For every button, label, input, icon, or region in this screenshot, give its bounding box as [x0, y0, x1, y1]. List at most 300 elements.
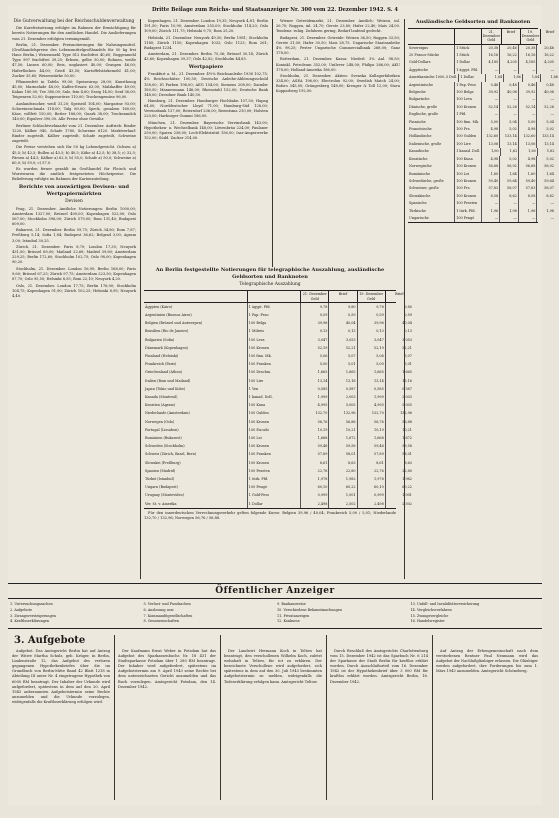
table-cell: 0,13	[358, 327, 386, 335]
table-cell: 57,83	[482, 185, 501, 192]
table-cell: Dänische, große	[408, 104, 455, 111]
table-cell: 5,07	[404, 354, 412, 359]
aufgebot-notice: Der Kaufmann Ernst Weber in Potsdam hat das Aufgebot des Sparkassenbuchs Nr. 18 431 der Stadtsparkasse Potsdam über 1 280 RM beantragt. Der Inhaber wird aufgefordert, spätestens im Aufgebotstermin am 9. April 1943 seine Rechte bei dem unterzeichneten Gericht anzumelden und das Buch vorzulegen. Amtsgericht Potsdam, den 14. Dezember 1942.	[118, 649, 216, 689]
anzeiger-index-item: 12. Konkurse	[277, 619, 300, 624]
table-cell: —	[482, 200, 501, 207]
table-cell: 58,01	[329, 450, 357, 458]
table-cell: —	[500, 67, 519, 74]
table-cell: 100 Kronen	[455, 163, 481, 170]
table-cell: 100 Lei	[455, 171, 481, 178]
col1-paragraph: Pflanzenfett in Tafeln 99,00; Speisesirup 28,00; Kunsthonig 45,00; Marmelade 48,00; Kaffee-Ersatz 63,00; Malzkaffee 49,00; Kakao 180,00; Tee 380,00; Salz, fein 4,60; Essig 14,00; Senf 36,00; Teigwaren 52,00; Suppenwürze 110,00; Trockengemüse 96,00.	[12, 80, 136, 100]
table-cell: 100 finn. Mk.	[455, 119, 481, 126]
table-row	[144, 319, 412, 327]
table-cell: 59,46	[358, 442, 386, 450]
table-cell: 1 Pap.-Peso	[248, 311, 301, 319]
table-cell: 100 Drachm.	[248, 368, 301, 376]
table-header-cell: Brief	[329, 291, 357, 301]
table-cell: 4,205	[500, 59, 519, 66]
table-cell: 16,16	[482, 52, 501, 59]
table-cell: —	[550, 215, 554, 220]
table-cell: 1 Pap.-Peso	[455, 82, 481, 89]
table-cell: 13,16	[329, 377, 357, 385]
table-row	[408, 82, 554, 89]
table-cell: 0,585	[358, 385, 386, 393]
table-cell: Schweiz (Zürich, Basel, Bern)	[144, 450, 248, 458]
table-cell: 16,16	[519, 52, 538, 59]
table-cell: 3,047	[358, 336, 386, 344]
table-row	[408, 171, 554, 178]
table-cell: 10,21	[402, 427, 412, 432]
table-row	[144, 360, 412, 368]
anzeiger-index-item: 15. Zwangsvergleiche	[410, 613, 449, 618]
table-cell: —	[500, 96, 519, 103]
table-row	[144, 491, 412, 499]
col1-paragraph: Auslandszucker, weiß 31,20; Speiseöl 104,00; Margarine 93,00; Schweineschmalz 118,00; Talg 80,00; Speck, gesalzen 160,00; Käse, vollfett 150,00; Butter 186,00; Quark 38,00; Trockenmilch 140,00; Eipulver 390,00. Alle Preise ohne Gewähr.	[12, 101, 136, 122]
table-cell: 1 Dollar	[459, 74, 485, 81]
table-cell: 1,62	[501, 148, 520, 155]
section-title-devisen-berichte: Berichte von auswärtigen Devisen- und Wertpapiermärkten	[18, 183, 130, 197]
anzeiger-index-item: 10. Verschiedene Bekanntmachungen	[277, 607, 342, 612]
table-cell: 3,053	[402, 337, 412, 342]
table-cell: Uruguay (Montevideo)	[144, 491, 248, 499]
table-cell: 56,68	[482, 163, 501, 170]
column-divider	[140, 19, 141, 579]
table-header-cell	[408, 29, 455, 44]
table-cell: —	[550, 201, 554, 206]
table-cell: 9,80	[404, 304, 412, 309]
table-cell: 13,16	[402, 378, 412, 383]
table-cell: 100 Peseten	[455, 200, 481, 207]
table-cell: 100 Franken	[248, 360, 301, 368]
table-cell: 100 Kuna	[248, 401, 301, 409]
table-cell: 132,96	[329, 409, 357, 417]
table-row	[144, 385, 412, 393]
col2-paragraph: Helsinki, 21. Dezember. Neuyork 49,50; Berlin 1981; Stockholm 1180; Zürich 1150; Kopenhagen 1032; Oslo 1123; Rom 261; Budapest 1234.	[144, 35, 268, 50]
anzeiger-index-item: 11. Privatanzeigen	[277, 613, 310, 618]
table-cell: Kroatien (Agram)	[144, 401, 248, 409]
table-cell: Ungarische	[408, 215, 455, 222]
table-row	[144, 344, 412, 352]
table-cell: —	[482, 111, 501, 118]
table-cell: 1,64	[546, 171, 554, 176]
aufgebote-column-4	[330, 649, 428, 799]
table-cell: 8,62	[546, 193, 554, 198]
anzeiger-index-item: 2. Aufgebote	[10, 607, 32, 612]
table-cell: 9,80	[329, 303, 357, 311]
table-cell: 1 ägypt. Pfd.	[455, 67, 481, 74]
table-cell: 39,92	[482, 89, 501, 96]
col2-paragraph: Kopenhagen, 21. Dezember. London 19,35; Neuyork 4,81; Berlin 191,50; Paris 10,90; Amsterdam 255,00; Stockholm 114,20; Oslo 109,00; Zürich 111,75; Helsinki 9,75; Rom 25,20.	[144, 19, 268, 34]
table-cell: 13,14	[301, 377, 329, 385]
table-cell: Finnische	[408, 119, 455, 126]
table-cell: 0,48	[546, 82, 554, 87]
table-cell: 1 Gold-Peso	[248, 491, 301, 499]
table-header-cell: 19. Dezember Geld	[358, 291, 386, 301]
table-cell: —	[519, 96, 538, 103]
table-cell: 5,02	[500, 126, 519, 133]
oeffentlicher-anzeiger-title: Öffentlicher Anzeiger	[8, 583, 542, 599]
table-cell: 60,10	[301, 483, 329, 491]
table-cell: Kanadische	[408, 148, 455, 155]
table-row	[144, 442, 412, 450]
table-cell: 2,498	[301, 500, 329, 508]
table-row	[144, 450, 412, 458]
table-cell: 0,13	[301, 327, 329, 335]
table-cell: 39,92	[519, 89, 538, 96]
table-cell: 20 Francs-Stücke	[408, 52, 455, 59]
table-cell: 10,19	[358, 426, 386, 434]
table-cell: 0,585	[301, 385, 329, 393]
table-cell: Norwegische	[408, 163, 455, 170]
table-cell: 1,98	[500, 208, 519, 215]
table-row	[408, 111, 554, 118]
aufgebot-notice: Der Landwirt Hermann Koch in Teltow hat beantragt, den verschollenen Wilhelm Koch, zuletzt wohnhaft in Teltow, für tot zu erklären. Der bezeichnete Verschollene wird aufgefordert, sich spätestens in dem auf den 30. Juli 1943 bestimmten Aufgebotstermin zu melden, widrigenfalls die Todeserklärung erfolgen kann. Amtsgericht Teltow.	[224, 649, 322, 684]
table-cell: 1,60	[482, 148, 501, 155]
table-cell: 100 Kronen	[455, 104, 481, 111]
table-cell: 20,46	[544, 45, 554, 50]
table-cell: 4,98	[482, 126, 501, 133]
table-cell: 1,672	[329, 434, 357, 442]
table-cell: 100 Franken	[248, 450, 301, 458]
table-cell: 1,001	[329, 491, 357, 499]
table-cell: Spanien (Madrid)	[144, 467, 248, 475]
table-row	[144, 475, 412, 483]
table-cell: 1,86	[550, 75, 558, 80]
table-cell: 1,978	[358, 475, 386, 483]
col2-section-paragraph: Frankfurt a. M., 21. Dezember. 4½% Reichsanleihe 1938 102,75; 4% Reichsschätze 100,50; Deutsche Anleihe-Ablösungsschuld 158,00; IG Farben 196,00; AEG 154,00; Siemens 208,00; Daimler 180,50; Mannesmann 146,00; Rheinstahl 152,00; Deutsche Bank 148,00; Dresdner Bank 140,50.	[144, 72, 268, 97]
table-header-cell: 19. Dezember Geld	[521, 30, 540, 43]
table-cell: Kanada (Montreal)	[144, 393, 248, 401]
table-cell: Belgien (Brüssel und Antwerpen)	[144, 319, 248, 327]
table-row	[144, 418, 412, 426]
col3-paragraph: Rotterdam, 21. Dezember. Kassa: Niederl. 3% Anl. 98,50; Koninkl. Petroleum 352,00; Unilever 248,00; Philips 286,00; AKU 178,00; Holland-Amerika 186,00.	[276, 57, 400, 72]
table-row	[408, 156, 554, 163]
table-cell: 133,14	[542, 134, 554, 139]
col2-section-paragraph: München, 21. Dezember. Bayerische Vereinsbank 143,00; Hypotheken- u. Wechselbank 148,00; Löwenbräu 224,00; Paulaner 250,00; Spaten 238,00; Lech-Elektrizität 156,00; Isar-Amperwerke 152,00; Südd. Zucker 214,00.	[144, 120, 268, 141]
table-cell: 20,46	[500, 45, 519, 52]
column-1	[12, 19, 136, 579]
table-cell: Slowakei (Preßburg)	[144, 459, 248, 467]
table-cell: —	[500, 200, 519, 207]
table-cell: Sovereigns	[408, 45, 455, 52]
table-cell: Japan (Tokio und Kobe)	[144, 385, 248, 393]
table-cell: 100 Gulden	[248, 409, 301, 417]
table-cell: 13,14	[544, 141, 554, 146]
page-header: Dritte Beilage zum Reichs- und Staatsanzeiger Nr. 300 vom 22. Dezember 1942. S. 4	[152, 7, 398, 13]
table-cell: Niederlande (Amsterdam)	[144, 409, 248, 417]
column-divider	[114, 635, 115, 800]
table-cell: 9,78	[358, 303, 386, 311]
table-cell: 4,995	[358, 401, 386, 409]
table-cell: Englische, große	[408, 111, 455, 118]
table-cell: 5,07	[329, 352, 357, 360]
table-cell: 58,07	[544, 186, 554, 191]
table-cell: 5,01	[404, 362, 412, 367]
table-cell: 132,70	[301, 409, 329, 417]
table-header-row	[144, 291, 404, 302]
anzeiger-index-item: 14. Vergleichsverfahren	[410, 607, 452, 612]
table-cell: 57,83	[519, 185, 538, 192]
table-cell: 13,06	[519, 141, 538, 148]
table-cell: 60,10	[358, 483, 386, 491]
table-cell: 56,92	[544, 164, 554, 169]
table-cell: 0,999	[301, 491, 329, 499]
table-cell: 1 Dollar	[248, 500, 301, 508]
table-row	[144, 467, 412, 475]
table-cell: Bulgarische	[408, 96, 455, 103]
col3-paragraph: Stockholm, 21. Dezember. Aktien: Svenska Kullagerfabriken 334,00; ASEA 196,00; Electrolux 92,00; Swedish Match 24,00; Bofors 345,00; Grängesberg 148,00; Kreuger & Toll 12,00; Stora Kopparberg 192,00.	[276, 74, 400, 94]
table-cell: 1 Milreis	[248, 327, 301, 335]
col1-section-paragraph: Oslo, 21. Dezember. London 17,75; Berlin 176,00; Stockholm 104,75; Kopenhagen 91,90; Zürich 102,25; Helsinki 8,95; Neuyork 4,40.	[12, 283, 136, 298]
table-cell: 1 türk. Pfd.	[455, 208, 481, 215]
table-cell: 5,06	[301, 352, 329, 360]
table-cell: 59,40	[482, 178, 501, 185]
table-cell: 8,62	[500, 193, 519, 200]
col2-paragraph: Amsterdam, 21. Dezember. Berlin 75,36; Brüssel 30,14; Zürich 43,60; Kopenhagen 39,37; Oslo 42,82; Stockholm 44,85.	[144, 52, 268, 62]
table-cell: 1,84	[486, 74, 505, 81]
col1-section-paragraph: Zürich, 21. Dezember. Paris 8,70; London 17,35; Neuyork 431,00; Brüssel 69,00; Mailand 22,68; Madrid 39,80; Amsterdam 229,25; Berlin 172,60; Stockholm 102,75; Oslo 98,00; Kopenhagen 90,20.	[12, 245, 136, 265]
table-cell: —	[519, 67, 538, 74]
table-cell: Ägyptische	[408, 67, 455, 74]
table-cell: Portugal (Lissabon)	[144, 426, 248, 434]
table-cell: 0,46	[482, 82, 501, 89]
table-cell: 1,96	[482, 208, 501, 215]
table-cell: 57,89	[358, 450, 386, 458]
table-cell: 59,58	[329, 442, 357, 450]
table-cell: —	[500, 215, 519, 222]
table-cell: 100 Frs.	[455, 185, 481, 192]
table-cell: Norwegen (Oslo)	[144, 418, 248, 426]
table-cell: 1,999	[301, 393, 329, 401]
table-cell: 100 finn. Mk.	[248, 352, 301, 360]
table-cell: 5,00	[301, 360, 329, 368]
anzeiger-index-item: 4. Kraftloserklärungen	[10, 619, 50, 624]
table-row	[144, 327, 412, 335]
col3-paragraph: Budapest, 21. Dezember. Getreide: Weizen 36,50; Roggen 33,50; Gerste 31,00; Hafer 30,50; Mais 28,75. Ungarische Staatsanleihe 4% 98,25; Pester Ungarische Commercialbank 268,00; Ganz 178,00.	[276, 35, 400, 55]
table-cell: 1,982	[402, 477, 412, 482]
table-cell: 59,64	[544, 178, 554, 183]
table-cell: 10,21	[329, 426, 357, 434]
table-cell: 1,64	[500, 171, 519, 178]
table-cell: 1,96	[519, 208, 538, 215]
table-cell: 100 Lei	[248, 434, 301, 442]
table-cell: —	[519, 200, 538, 207]
table-cell: 1,999	[358, 393, 386, 401]
table-cell: 52,26	[544, 104, 554, 109]
table-cell: 100 Peseten	[248, 467, 301, 475]
aufgebote-title: 3. Aufgebote	[14, 635, 86, 646]
table-cell: Rumänien (Bukarest)	[144, 434, 248, 442]
table-header-cell	[248, 291, 301, 301]
table-cell: 8,58	[519, 193, 538, 200]
newspaper-page	[8, 5, 558, 805]
column-divider	[272, 19, 273, 267]
table-cell: Italien (Rom und Mailand)	[144, 377, 248, 385]
table-cell: 4,185	[519, 59, 538, 66]
table-cell: 40,04	[329, 319, 357, 327]
table-cell: 56,92	[500, 163, 519, 170]
column-divider	[220, 635, 221, 800]
table-cell: 5,00	[358, 360, 386, 368]
table-cell: 100 Pengö	[455, 215, 481, 222]
table-cell: 22,76	[358, 467, 386, 475]
auszahlung-table-subtitle: Telegraphische Auszahlung	[239, 282, 301, 288]
table-cell: Frankreich (Paris)	[144, 360, 248, 368]
table-cell: —	[519, 215, 538, 222]
auszahlung-table-block	[144, 267, 412, 567]
col1-paragraph: Es wurden ferner gezahlt im Großhandel für Fleisch und Wurstwaren die amtlich festgesetzten Höchstpreise. Die Belieferung erfolgte im Rahmen der Kartenzuteilung.	[12, 167, 136, 182]
table-row	[408, 141, 554, 148]
col1-paragraph: Berlin, 21. Dezember. Preisnotierungen für Nahrungsmittel. (Großhandelspreise des Lebensmittelgroßhandels für 50 kg frei Haus Berlin.) Weizenmehl Type 812 frachtfrei 40,60; Roggenmehl Type 997 frachtfrei 39,25; Erbsen, gelbe 50,00; Bohnen, weiße 47,50; Linsen 60,00; Reis, unglasiert 40,00; Graupen 46,00; Haferflocken 44,00; Grieß 43,50; Kartoffelstärkemehl 41,00; Zucker 35,60; Weizenstärke 50,00.	[12, 43, 136, 78]
table-cell: Bulgarien (Sofia)	[144, 336, 248, 344]
table-cell: 1,60	[519, 148, 538, 155]
col2-section-paragraph: Hamburg, 21. Dezember. Hamburger Hochbahn 107,50; Hapag 64,00; Norddeutscher Lloyd 71,00; Hamburg-Süd 128,00; Vereinsbank 137,00; Beiersdorf 236,00; Reemtsma 210,00; Holsten 220,00; Harburger Gummi 186,00.	[144, 99, 268, 119]
table-cell: 1 kanad. Doll.	[455, 148, 482, 155]
table-cell: 1 türk. Pfd.	[248, 475, 301, 483]
table-cell: 5,02	[546, 127, 554, 132]
table-cell: 2,003	[329, 393, 357, 401]
table-cell: 59,46	[301, 442, 329, 450]
table-cell: 8,61	[301, 459, 329, 467]
table-cell: Französische	[408, 126, 455, 133]
table-cell: 52,14	[519, 104, 538, 111]
table-row	[144, 500, 412, 508]
table-header-cell	[455, 29, 481, 44]
table-cell: Argentinien (Buenos Aires)	[144, 311, 248, 319]
auszahlung-table	[144, 290, 412, 508]
table-cell: 0,59	[404, 313, 412, 317]
table-row	[408, 104, 554, 111]
table-cell: 1,60	[482, 171, 501, 178]
table-row	[408, 67, 554, 74]
table-row	[408, 126, 554, 133]
table-cell: Belgische	[408, 89, 455, 96]
table-cell: Ver. St. v. Amerika	[144, 500, 248, 508]
table-header-cell: 21. Dezember Geld	[301, 291, 329, 301]
table-cell: —	[482, 96, 501, 103]
geldsorten-table-title: Ausländische Geldsorten und Banknoten	[415, 19, 531, 25]
table-cell: 1 Dollar	[455, 59, 481, 66]
table-cell: 100 Lire	[248, 377, 301, 385]
table-row	[408, 133, 554, 140]
table-cell: 5,04	[546, 119, 554, 124]
table-cell: 132,60	[519, 133, 538, 140]
geldsorten-table	[408, 28, 558, 223]
table-cell: 52,19	[301, 344, 329, 352]
table-cell: 1,978	[301, 475, 329, 483]
table-row	[408, 215, 554, 222]
table-cell: Schwedische, große	[408, 178, 455, 185]
column-divider	[326, 635, 327, 800]
auszahlung-table-title: An Berlin festgestellte Notierungen für telegraphische Auszahlung, ausländische Geldsorten und Banknoten	[155, 267, 385, 280]
table-row	[144, 377, 412, 385]
anzeiger-index-item: 13. Unfall- und Invaliditätsversicherung	[410, 602, 480, 606]
table-cell: 5,06	[358, 352, 386, 360]
table-cell: 5,00	[482, 119, 501, 126]
col1-section-paragraph: Prag, 21. Dezember. Amtliche Notierungen: Berlin 1000,00; Amsterdam 1327,00; Brüssel 400,00; Kopenhagen 522,00; Oslo 567,00; Stockholm 596,00; Zürich 579,00; Rom 131,40; Budapest 609,00.	[12, 206, 136, 226]
table-cell: 56,88	[402, 419, 412, 424]
table-header-cell: Brief	[395, 292, 404, 297]
table-row	[408, 52, 554, 59]
anzeiger-index-item: 1. Untersuchungssachen	[10, 602, 53, 606]
table-cell: 56,76	[301, 418, 329, 426]
table-cell: 100 Frs.	[455, 126, 481, 133]
table-cell: 22,80	[402, 468, 412, 473]
col1-paragraph: Die Preise verstehen sich für 50 kg Lebendgewicht. Ochsen a) 45,5; b) 42,5; Bullen a) 43,5; b) 40,5; Kühe a) 42,5; b) 38,5; c) 32,5; Färsen a) 44,5; Kälber a) 62,0; b) 55,0; Schafe a) 50,0; Schweine a) 60,0; b) 59,0; c) 57,0.	[12, 145, 136, 165]
table-cell: 5,00	[519, 119, 538, 126]
table-row	[144, 311, 412, 319]
table-cell: 40,04	[402, 321, 412, 326]
table-cell: 22,80	[329, 467, 357, 475]
table-cell: 1,60	[519, 171, 538, 178]
table-cell: 100 Belga	[455, 89, 481, 96]
table-row	[408, 178, 554, 185]
table-cell: 52,21	[402, 345, 412, 350]
table-cell: 8,63	[404, 460, 412, 465]
table-row	[144, 409, 412, 417]
table-cell: 52,14	[482, 104, 501, 111]
table-cell: 20,38	[482, 45, 501, 52]
table-cell: 5,04	[500, 119, 519, 126]
table-cell: 57,89	[301, 450, 329, 458]
table-cell: 1 Pfd.	[455, 111, 481, 118]
table-header-cell: Brief	[502, 29, 521, 44]
col1-section-paragraph: Bukarest, 21. Dezember. Berlin 59,75; Zürich 34,80; Rom 7,87; Preßburg 5,14; Sofia 1,84; Budapest 36,62; Belgrad 3,00; Agram 3,00; Istanbul 30,25.	[12, 228, 136, 243]
aufgebot-notice: Durch Beschluß des Amtsgerichts Charlottenburg vom 15. Dezember 1942 ist das Sparbuch Nr. 6 214 der Sparkasse der Stadt Berlin für kraftlos erklärt worden. Durch Ausschlußurteil vom 16. Dezember 1942 ist der Hypothekenbrief über 3 000 RM für kraftlos erklärt worden. Amtsgericht Berlin, 16. Dezember 1942.	[330, 649, 428, 684]
auszahlung-footnote: Für den innerdeutschen Verrechnungsverkehr gelten folgende Kurse: Belgien 39,96 / 40,04; Frankreich 5,00 / 5,01; Niederlande 132,70 / 132,96; Norwegen 56,76 / 56,88.	[144, 510, 396, 520]
table-cell: 100 Pengö	[248, 483, 301, 491]
table-cell: 0,587	[402, 386, 412, 391]
table-header-cell: Brief	[545, 30, 555, 34]
table-row	[408, 96, 554, 103]
table-cell: Schweden (Stockholm)	[144, 442, 248, 450]
table-row	[408, 200, 554, 207]
table-row	[408, 89, 554, 96]
table-cell: —	[482, 67, 501, 74]
table-cell: 1 Stück	[455, 45, 481, 52]
column-3	[276, 19, 400, 267]
table-row	[144, 434, 412, 442]
table-cell: Slowakische	[408, 193, 455, 200]
table-cell: 1,672	[402, 436, 412, 441]
table-cell: 2,498	[358, 500, 386, 508]
table-row	[144, 352, 412, 360]
table-cell: Amerikanische 1000–5 Doll.	[408, 74, 459, 81]
table-cell: 0,13	[329, 327, 357, 335]
table-cell: 56,88	[329, 418, 357, 426]
table-cell: Rumänische	[408, 171, 455, 178]
table-cell: 132,60	[482, 133, 501, 140]
table-cell: 1,668	[301, 434, 329, 442]
table-header-cell: 21. Dezember Geld	[482, 30, 501, 43]
col1-paragraph: Die Kursfestsetzung erfolgte im Rahmen der Ermächtigung für bereits Notierungen für den amtlichen Handel. Die Auslieferungen vom 21. Dezember erfolgten termingemäß.	[12, 26, 136, 41]
table-cell: 22,76	[301, 467, 329, 475]
table-cell: Ungarn (Budapest)	[144, 483, 248, 491]
table-cell: 60,22	[329, 483, 357, 491]
table-cell: 9,78	[301, 303, 329, 311]
table-cell: —	[550, 67, 554, 72]
anzeiger-index-item: 3. Zwangsversteigerungen	[10, 613, 56, 618]
table-cell: 0,46	[519, 82, 538, 89]
col1-section-paragraph: Stockholm, 21. Dezember. London 16,95; Berlin 168,00; Paris 9,60; Brüssel 67,25; Zürich 97,75; Amsterdam 223,50; Kopenhagen 87,70; Oslo 95,50; Helsinki 8,55; Rom 22,10; Neuyork 4,20.	[12, 266, 136, 282]
table-row	[408, 185, 554, 192]
table-header-row	[408, 29, 555, 45]
table-cell: 13,14	[358, 377, 386, 385]
table-cell: 13,14	[500, 141, 519, 148]
table-cell: 4,98	[519, 156, 538, 163]
table-cell: 2,003	[402, 395, 412, 400]
table-cell: 0,13	[404, 329, 412, 334]
